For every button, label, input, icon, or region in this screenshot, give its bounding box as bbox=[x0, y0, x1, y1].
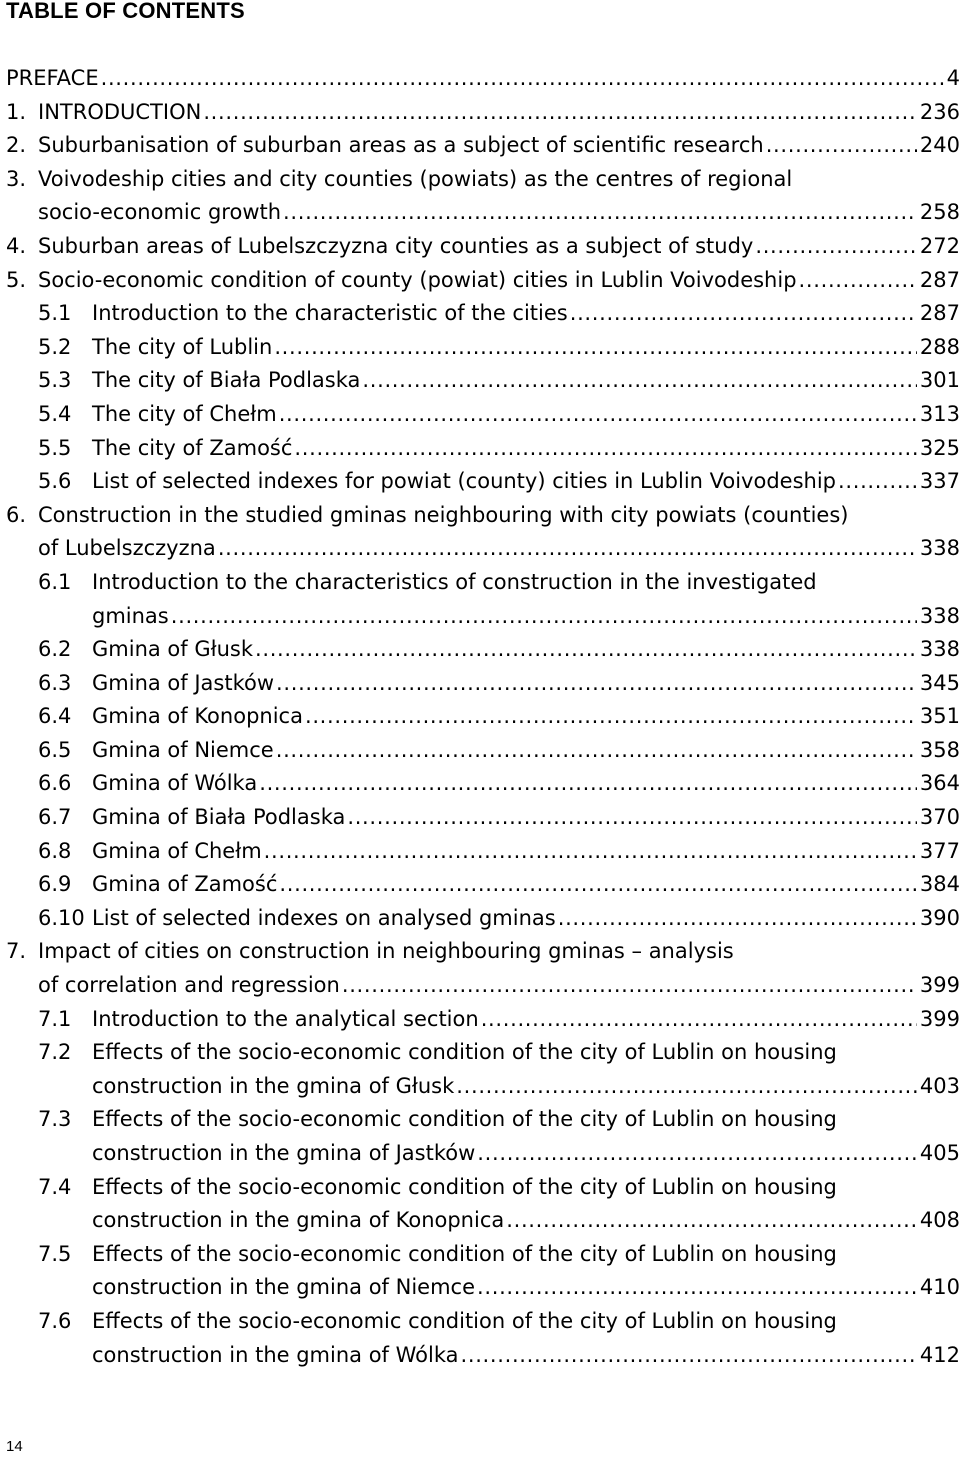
toc-entry-number: 5. bbox=[6, 267, 27, 292]
dot-leader bbox=[799, 264, 917, 298]
dot-leader bbox=[362, 364, 917, 398]
toc-entry-continuation[interactable] bbox=[6, 1204, 960, 1238]
dot-leader bbox=[305, 700, 917, 734]
toc-entry[interactable] bbox=[6, 835, 960, 869]
toc-entry-title: List of selected indexes on analysed gminas bbox=[92, 905, 556, 930]
toc-entry[interactable] bbox=[6, 432, 960, 466]
toc-entry-title: Construction in the studied gminas neighbouring with city powiats (counties) bbox=[38, 502, 849, 527]
toc-entry[interactable] bbox=[6, 633, 960, 667]
toc-entry-title: Effects of the socio-economic condition of the city of Lublin on housing bbox=[92, 1241, 837, 1266]
toc-entry-title: Suburbanisation of suburban areas as a subject of scientific research bbox=[38, 133, 764, 158]
toc-entry-number: 5.2 bbox=[38, 334, 72, 359]
toc-entry[interactable] bbox=[6, 767, 960, 801]
dot-leader bbox=[838, 465, 917, 499]
toc-entry-number: 7.5 bbox=[38, 1241, 72, 1266]
toc-entry-page: 370 bbox=[919, 805, 960, 830]
toc-entry[interactable] bbox=[6, 700, 960, 734]
dot-leader bbox=[347, 801, 917, 835]
toc-entry-page: 272 bbox=[919, 233, 960, 258]
toc-entry-title: Introduction to the characteristic of the cities bbox=[92, 301, 568, 326]
toc-entry[interactable] bbox=[6, 465, 960, 499]
dot-leader bbox=[276, 667, 917, 701]
toc-entry[interactable] bbox=[6, 734, 960, 768]
dot-leader bbox=[461, 1339, 917, 1373]
toc-entry-page: 408 bbox=[919, 1208, 960, 1233]
toc-entry-number: 7.3 bbox=[38, 1107, 72, 1132]
toc-entry[interactable] bbox=[6, 264, 960, 298]
dot-leader bbox=[101, 62, 944, 96]
toc-entry-title: socio-economic growth bbox=[38, 200, 282, 225]
dot-leader bbox=[274, 331, 917, 365]
toc-entry-page: 338 bbox=[919, 536, 960, 561]
toc-entry[interactable] bbox=[6, 1036, 960, 1070]
toc-entry-title: Gmina of Głusk bbox=[92, 637, 253, 662]
dot-leader bbox=[294, 432, 916, 466]
toc-entry-title: Socio-economic condition of county (powiat) cities in Lublin Voivodeship bbox=[38, 267, 797, 292]
toc-entry-title: Suburban areas of Lubelszczyzna city counties as a subject of study bbox=[38, 233, 754, 258]
dot-leader bbox=[570, 297, 917, 331]
toc-entry-title: Gmina of Biała Podlaska bbox=[92, 805, 346, 830]
toc-entry-title: The city of Chełm bbox=[92, 401, 277, 426]
toc-entry-number: 6.7 bbox=[38, 805, 72, 830]
toc-entry-number: 6.3 bbox=[38, 670, 72, 695]
toc-entry-title: The city of Lublin bbox=[92, 334, 273, 359]
dot-leader bbox=[279, 868, 917, 902]
toc-entry[interactable] bbox=[6, 1103, 960, 1137]
toc-entry-number: 7.1 bbox=[38, 1006, 72, 1031]
toc-entry[interactable] bbox=[6, 62, 960, 96]
dot-leader bbox=[264, 835, 917, 869]
dot-leader bbox=[477, 1137, 917, 1171]
toc-title: TABLE OF CONTENTS bbox=[6, 0, 245, 23]
toc-entry-page: 358 bbox=[919, 737, 960, 762]
toc-entry-page: 412 bbox=[919, 1342, 960, 1367]
toc-entry-title: Effects of the socio-economic condition of the city of Lublin on housing bbox=[92, 1308, 837, 1333]
toc-entry-page: 338 bbox=[919, 637, 960, 662]
toc-entry[interactable] bbox=[6, 667, 960, 701]
toc-entry-title: of correlation and regression bbox=[38, 973, 340, 998]
dot-leader bbox=[477, 1271, 917, 1305]
toc-entry-number: 6.10 bbox=[38, 905, 85, 930]
toc-entry-page: 288 bbox=[919, 334, 960, 359]
toc-entry-title: Gmina of Niemce bbox=[92, 737, 274, 762]
toc-entry-number: 5.6 bbox=[38, 469, 72, 494]
toc-entry-number: 4. bbox=[6, 233, 27, 258]
toc-entry-number: 6.4 bbox=[38, 704, 72, 729]
toc-entry-page: 351 bbox=[919, 704, 960, 729]
toc-entry-page: 364 bbox=[919, 771, 960, 796]
toc-entry[interactable] bbox=[6, 566, 960, 600]
toc-entry-title: Effects of the socio-economic condition of the city of Lublin on housing bbox=[92, 1174, 837, 1199]
toc-entry-page: 410 bbox=[919, 1275, 960, 1300]
dot-leader bbox=[171, 600, 917, 634]
toc-entry-continuation[interactable] bbox=[6, 969, 960, 1003]
toc-entry-number: 7.4 bbox=[38, 1174, 72, 1199]
dot-leader bbox=[766, 129, 917, 163]
toc-entry-title: Voivodeship cities and city counties (powiats) as the centres of regional bbox=[38, 166, 793, 191]
toc-entry-title: PREFACE bbox=[6, 66, 99, 90]
toc-entry-title: INTRODUCTION bbox=[38, 99, 202, 124]
toc-entry-title: gminas bbox=[92, 603, 169, 628]
toc-entry-number: 5.4 bbox=[38, 401, 72, 426]
dot-leader bbox=[203, 96, 917, 130]
toc-entry-page: 345 bbox=[919, 670, 960, 695]
toc-entry-title: of Lubelszczyzna bbox=[38, 536, 216, 561]
toc-list bbox=[6, 62, 960, 1372]
toc-entry-number: 7. bbox=[6, 939, 27, 964]
toc-entry[interactable] bbox=[6, 1003, 960, 1037]
toc-entry-title: Gmina of Chełm bbox=[92, 838, 262, 863]
toc-entry[interactable] bbox=[6, 499, 960, 533]
toc-entry-page: 258 bbox=[919, 200, 960, 225]
toc-entry-title: The city of Zamość bbox=[92, 435, 293, 460]
toc-entry-continuation[interactable] bbox=[6, 532, 960, 566]
dot-leader bbox=[259, 767, 917, 801]
dot-leader bbox=[755, 230, 917, 264]
toc-entry-number: 2. bbox=[6, 133, 27, 158]
toc-entry-title: construction in the gmina of Konopnica bbox=[92, 1208, 505, 1233]
toc-entry[interactable] bbox=[6, 1238, 960, 1272]
toc-entry[interactable] bbox=[6, 902, 960, 936]
toc-entry-number: 5.1 bbox=[38, 301, 72, 326]
dot-leader bbox=[279, 398, 917, 432]
toc-entry[interactable] bbox=[6, 163, 960, 197]
toc-entry[interactable] bbox=[6, 398, 960, 432]
toc-entry-number: 1. bbox=[6, 99, 27, 124]
toc-entry-continuation[interactable] bbox=[6, 1070, 960, 1104]
toc-entry-number: 6.6 bbox=[38, 771, 72, 796]
toc-entry-page: 337 bbox=[919, 469, 960, 494]
toc-entry[interactable] bbox=[6, 96, 960, 130]
toc-entry-page: 377 bbox=[919, 838, 960, 863]
toc-entry-number: 3. bbox=[6, 166, 27, 191]
toc-entry-number: 6. bbox=[6, 502, 27, 527]
toc-entry-title: Gmina of Jastków bbox=[92, 670, 275, 695]
toc-entry-title: Effects of the socio-economic condition of the city of Lublin on housing bbox=[92, 1040, 837, 1065]
toc-entry-title: construction in the gmina of Głusk bbox=[92, 1073, 455, 1098]
toc-entry-continuation[interactable] bbox=[6, 1271, 960, 1305]
toc-entry[interactable] bbox=[6, 1171, 960, 1205]
dot-leader bbox=[342, 969, 917, 1003]
toc-entry-title: Gmina of Zamość bbox=[92, 872, 278, 897]
toc-entry-title: Effects of the socio-economic condition of the city of Lublin on housing bbox=[92, 1107, 837, 1132]
toc-entry-page: 287 bbox=[919, 301, 960, 326]
toc-entry-page: 338 bbox=[919, 603, 960, 628]
toc-entry-number: 5.3 bbox=[38, 368, 72, 393]
toc-entry-page: 384 bbox=[919, 872, 960, 897]
toc-entry[interactable] bbox=[6, 801, 960, 835]
toc-entry-page: 4 bbox=[946, 66, 960, 90]
toc-entry[interactable] bbox=[6, 297, 960, 331]
toc-entry-title: construction in the gmina of Jastków bbox=[92, 1141, 476, 1165]
toc-entry-page: 405 bbox=[919, 1141, 960, 1165]
toc-entry-number: 7.6 bbox=[38, 1308, 72, 1333]
toc-entry-page: 325 bbox=[919, 435, 960, 460]
toc-entry[interactable] bbox=[6, 868, 960, 902]
toc-entry-page: 301 bbox=[919, 368, 960, 393]
toc-entry-title: Gmina of Konopnica bbox=[92, 704, 303, 729]
toc-entry[interactable] bbox=[6, 935, 960, 969]
toc-entry-title: The city of Biała Podlaska bbox=[92, 368, 361, 393]
dot-leader bbox=[276, 734, 917, 768]
toc-entry-number: 6.5 bbox=[38, 737, 72, 762]
toc-entry-number: 6.2 bbox=[38, 637, 72, 662]
toc-entry-page: 390 bbox=[919, 905, 960, 930]
toc-entry-continuation[interactable] bbox=[6, 196, 960, 230]
toc-entry-title: Introduction to the characteristics of construction in the investigated bbox=[92, 569, 817, 594]
toc-entry-page: 313 bbox=[919, 401, 960, 426]
toc-entry-page: 399 bbox=[919, 1006, 960, 1031]
toc-entry-number: 6.9 bbox=[38, 872, 72, 897]
toc-entry[interactable] bbox=[6, 230, 960, 264]
dot-leader bbox=[283, 196, 917, 230]
toc-entry-number: 7.2 bbox=[38, 1040, 72, 1065]
toc-entry-continuation[interactable] bbox=[6, 1137, 960, 1171]
dot-leader bbox=[255, 633, 917, 667]
dot-leader bbox=[506, 1204, 917, 1238]
toc-entry-page: 287 bbox=[919, 267, 960, 292]
toc-entry-title: Impact of cities on construction in neighbouring gminas – analysis bbox=[38, 939, 734, 964]
toc-entry-title: construction in the gmina of Niemce bbox=[92, 1275, 476, 1300]
toc-entry[interactable] bbox=[6, 129, 960, 163]
toc-entry[interactable] bbox=[6, 331, 960, 365]
dot-leader bbox=[218, 532, 917, 566]
toc-entry-continuation[interactable] bbox=[6, 600, 960, 634]
toc-entry-continuation[interactable] bbox=[6, 1339, 960, 1373]
toc-entry[interactable] bbox=[6, 1305, 960, 1339]
page-number: 14 bbox=[6, 1438, 23, 1455]
toc-entry-title: List of selected indexes for powiat (county) cities in Lublin Voivodeship bbox=[92, 469, 837, 494]
toc-entry-page: 399 bbox=[919, 973, 960, 998]
dot-leader bbox=[558, 902, 917, 936]
toc-entry-number: 6.1 bbox=[38, 569, 72, 594]
toc-entry[interactable] bbox=[6, 364, 960, 398]
dot-leader bbox=[481, 1003, 917, 1037]
toc-entry-title: Introduction to the analytical section bbox=[92, 1006, 479, 1031]
toc-entry-number: 5.5 bbox=[38, 435, 72, 460]
toc-entry-title: Gmina of Wólka bbox=[92, 771, 258, 796]
toc-entry-page: 236 bbox=[919, 99, 960, 124]
dot-leader bbox=[456, 1070, 917, 1104]
toc-entry-page: 240 bbox=[919, 133, 960, 158]
toc-entry-number: 6.8 bbox=[38, 838, 72, 863]
toc-entry-title: construction in the gmina of Wólka bbox=[92, 1342, 459, 1367]
toc-entry-page: 403 bbox=[919, 1073, 960, 1098]
